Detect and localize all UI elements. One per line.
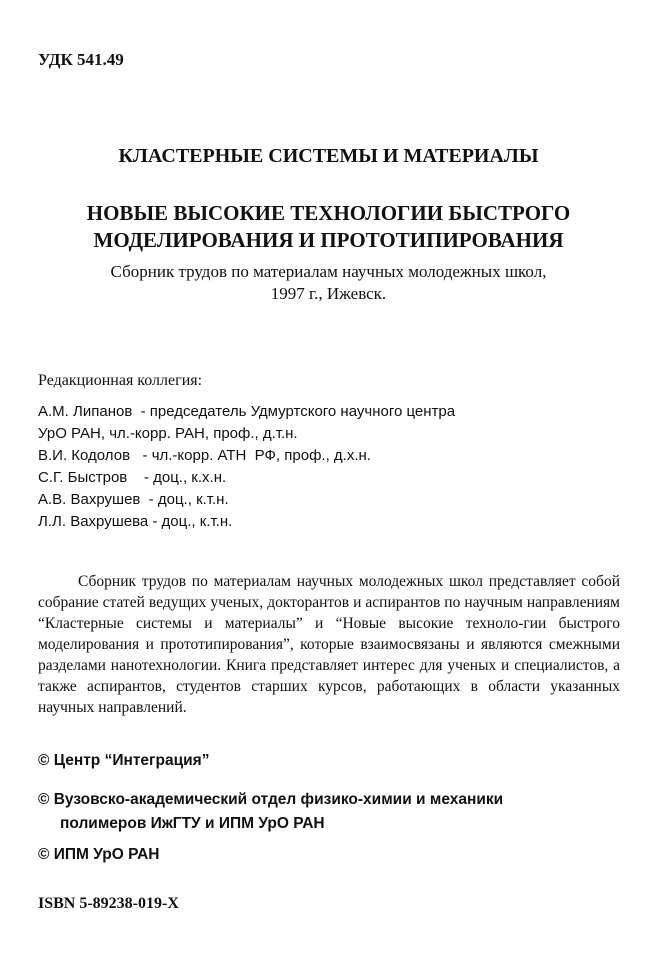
editorial-board-line: УрО РАН, чл.-корр. РАН, проф., д.т.н.: [38, 425, 298, 442]
subtitle-line-2: 1997 г., Ижевск.: [270, 284, 387, 303]
copyright-integration-center: © Центр “Интеграция”: [38, 752, 210, 769]
editorial-board-line: Л.Л. Вахрушева - доц., к.т.н.: [38, 513, 233, 530]
udc-code: УДК 541.49: [38, 50, 124, 69]
abstract-paragraph: Сборник трудов по материалам научных молодежных школ представляет собой собрание статей ведущих ученых, докторантов и аспирантов по научным направлениям “Кластерные системы и материалы” и “Новые высокие техноло-гии быстрого моделирования и прототипирования”, которые взаимосвязаны и являются смежными разделами нанотехнологии. Книга представляет интерес для ученых и специалистов, а также аспирантов, студентов старших курсов, работающих в области указанных научных направлений.: [38, 573, 620, 716]
main-title: [0, 200, 657, 254]
isbn: ISBN 5-89238-019-X: [38, 895, 179, 912]
editorial-board-line: С.Г. Быстров - доц., к.х.н.: [38, 469, 227, 486]
subtitle: [0, 261, 657, 305]
main-title-line-2: МОДЕЛИРОВАНИЯ И ПРОТОТИПИРОВАНИЯ: [93, 228, 564, 252]
subtitle-line-1: Сборник трудов по материалам научных молодежных школ,: [110, 262, 547, 281]
editorial-board-line: А.М. Липанов - председатель Удмуртского научного центра: [38, 403, 456, 420]
copyright-university-department: [38, 788, 503, 836]
editorial-board-line: А.В. Вахрушев - доц., к.т.н.: [38, 491, 229, 508]
copyright-ipm: © ИПМ УрО РАН: [38, 846, 160, 863]
copyright-university-line-2: полимеров ИжГТУ и ИПМ УрО РАН: [60, 815, 325, 832]
editorial-board-heading: Редакционная коллегия:: [38, 372, 203, 389]
series-title: КЛАСТЕРНЫЕ СИСТЕМЫ И МАТЕРИАЛЫ: [118, 145, 539, 167]
editorial-board-line: В.И. Кодолов - чл.-корр. АТН РФ, проф., д.х.н.: [38, 447, 371, 464]
main-title-line-1: НОВЫЕ ВЫСОКИЕ ТЕХНОЛОГИИ БЫСТРОГО: [86, 201, 571, 225]
copyright-university-line-1: © Вузовско-академический отдел физико-химии и механики: [38, 791, 504, 808]
